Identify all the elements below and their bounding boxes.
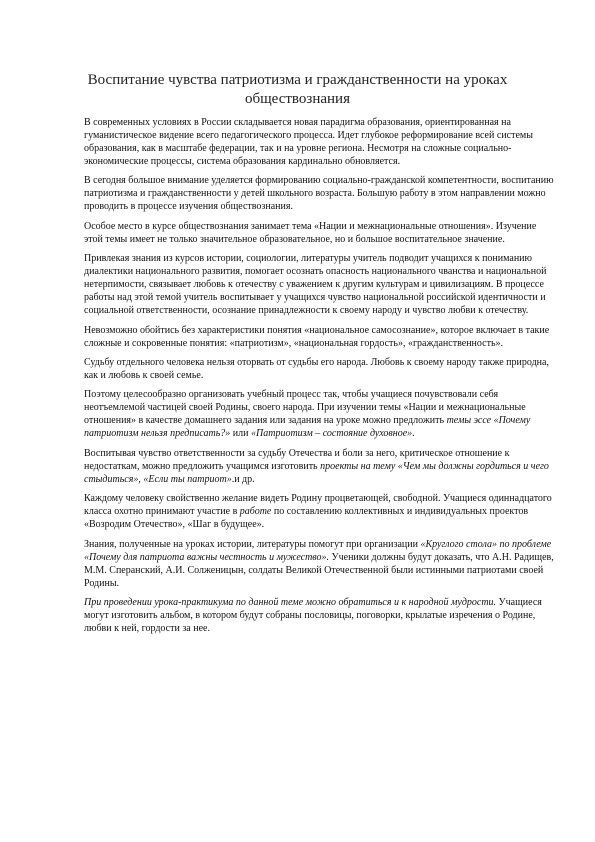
paragraph-text: Поэтому целесообразно организовать учебный процесс так, чтобы учащиеся почувствовали себя неотъемлемой частицей своей Родины, своего народа. При изучении темы «Нации и межнациональные отношения» в качестве домашнего задания или задания на уроке можно предложить bbox=[84, 389, 526, 427]
italic-text: «Круглого стола» по проблеме «Почему для патриота важны честность и мужество». bbox=[84, 538, 552, 563]
paragraph bbox=[84, 116, 554, 168]
paragraph-text: Каждому человеку свойственно желание видеть Родину процветающей, свободной. Учащиеся одиннадцатого класса охотно принимают участие в bbox=[84, 493, 552, 518]
paragraph bbox=[84, 447, 554, 486]
paragraph-text: Привлекая знания из курсов истории, социологии, литературы учитель подводит учащихся к пониманию диалектики национального развития, помогает осознать опасность национального чванства и национальной нетерпимости, связывает любовь к отечеству с уважением к другим культурам и цивилизациям. В процессе работы над этой темой учитель воспитывает у учащихся чувство национальной российской идентичности и социальной ответственности, осознание принадлежности к своему народу и чувство любви к отечеству. bbox=[84, 253, 547, 317]
italic-text: «Патриотизм – состояние духовное» bbox=[251, 428, 413, 440]
paragraph-text: В современных условиях в России складывается новая парадигма образования, ориентированная на гуманистическое видение всего педагогического процесса. Идет глубокое реформирование всей системы образования, как в масштабе федерации, так и на уровне региона. Несмотря на сложные социально-экономические процессы, система образования кардинально обновляется. bbox=[84, 117, 533, 167]
paragraph-text: В сегодня большое внимание уделяется формированию социально-гражданской компетентности, воспитанию патриотизма и гражданственности у детей школьного возраста. Большую работу в этом направлении можно проводить в процессе изучения обществознания. bbox=[84, 175, 554, 213]
paragraph-text: .и др. bbox=[231, 473, 255, 485]
italic-text: При проведении урока-практикума по данной теме можно обратиться и к народной мудрости. bbox=[84, 596, 497, 608]
paragraph-text: Учащиеся могут изготовить альбом, в котором будут собраны пословицы, поговорки, крылатые изречения о Родине, любви к ней, гордости за нее. bbox=[84, 596, 542, 634]
paragraph-text: Особое место в курсе обществознания занимает тема «Нации и межнациональные отношения». Изучение этой темы имеет не только значительное образовательное, но и большое воспитательное значение. bbox=[84, 220, 537, 245]
paragraph bbox=[84, 324, 554, 350]
paragraph-text: . bbox=[412, 428, 415, 440]
paragraph-text: Судьбу отдельного человека нельзя оторвать от судьбы его народа. Любовь к своему народу также природна, как и любовь к своей семье. bbox=[84, 356, 549, 381]
paragraph-text: или bbox=[230, 428, 251, 440]
paragraph-text: по составлению коллективных и индивидуальных проектов «Возродим Отечество», «Шаг в будущее». bbox=[84, 506, 529, 531]
paragraph bbox=[84, 174, 554, 213]
italic-text: темы эссе «Почему патриотизм нельзя предписать?» bbox=[84, 415, 531, 440]
paragraph bbox=[84, 596, 554, 635]
italic-text: работе bbox=[239, 506, 272, 518]
paragraph-text: Воспитывая чувство ответственности за судьбу Отечества и боли за него, критическое отношение к недостаткам, можно предложить учащимся изготовить bbox=[84, 447, 510, 472]
document-body bbox=[84, 116, 554, 641]
paragraph bbox=[84, 388, 554, 440]
paragraph bbox=[84, 220, 554, 246]
paragraph bbox=[84, 356, 554, 382]
paragraph bbox=[84, 252, 554, 317]
paragraph-text: Знания, полученные на уроках истории, литературы помогут при организации bbox=[84, 538, 421, 550]
paragraph-text: Невозможно обойтись без характеристики понятия «национальное самосознание», которое включает в такие сложные и сокровенные понятия: «патриотизм», «национальная гордость», «гражданственность». bbox=[84, 324, 550, 349]
paragraph-text: Ученики должны будут доказать, что А.Н. Радищев, М.М. Сперанский, А.И. Солженицын, солдаты Великой Отечественной были истинными патриотами своей Родины. bbox=[84, 551, 554, 589]
italic-text: проекты на тему «Чем мы должны гордиться и чего стыдиться», «Если ты патриот» bbox=[84, 460, 549, 485]
document-title: Воспитание чувства патриотизма и гражданственности на уроках обществознания bbox=[87, 72, 508, 107]
paragraph bbox=[84, 538, 554, 590]
paragraph bbox=[84, 492, 554, 531]
